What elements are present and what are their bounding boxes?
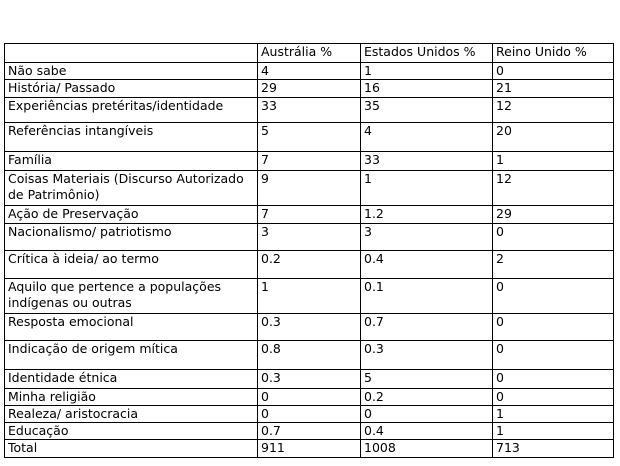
cell-australia: 0.8 [258, 341, 361, 370]
cell-united-states: 0.4 [361, 423, 493, 440]
cell-united-states-total: 1008 [361, 440, 493, 458]
table-row [5, 279, 614, 314]
cell-united-states: 3 [361, 224, 493, 251]
cell-united-states: 5 [361, 370, 493, 389]
table-row [5, 251, 614, 279]
cell-australia: 0.3 [258, 370, 361, 389]
header-cell-united-kingdom: Reino Unido % [493, 44, 614, 63]
cell-united-kingdom: 20 [493, 123, 614, 152]
row-label: Crítica à ideia/ ao termo [5, 251, 258, 279]
cell-australia: 3 [258, 224, 361, 251]
cell-australia: 0.2 [258, 251, 361, 279]
cell-australia: 29 [258, 80, 361, 98]
table-row [5, 423, 614, 440]
row-label: Ação de Preservação [5, 206, 258, 224]
cell-united-kingdom: 29 [493, 206, 614, 224]
cell-australia: 33 [258, 98, 361, 123]
cell-united-states: 1 [361, 171, 493, 206]
cell-united-kingdom: 0 [493, 63, 614, 80]
cell-australia: 7 [258, 152, 361, 171]
cell-australia: 0 [258, 406, 361, 423]
row-label: Nacionalismo/ patriotismo [5, 224, 258, 251]
cell-australia: 0 [258, 389, 361, 406]
cell-australia-total: 911 [258, 440, 361, 458]
header-cell-category [5, 44, 258, 63]
cell-united-kingdom: 0 [493, 389, 614, 406]
cell-united-states: 16 [361, 80, 493, 98]
table-row [5, 80, 614, 98]
cell-united-kingdom: 1 [493, 406, 614, 423]
table-row [5, 98, 614, 123]
cell-australia: 0.3 [258, 314, 361, 341]
heritage-responses-table [4, 43, 614, 458]
table-row [5, 224, 614, 251]
table-row [5, 206, 614, 224]
cell-united-states: 35 [361, 98, 493, 123]
cell-united-kingdom: 2 [493, 251, 614, 279]
table-row [5, 406, 614, 423]
cell-united-states: 0.3 [361, 341, 493, 370]
row-label: Referências intangíveis [5, 123, 258, 152]
header-cell-united-states: Estados Unidos % [361, 44, 493, 63]
cell-united-states: 4 [361, 123, 493, 152]
cell-united-states: 1 [361, 63, 493, 80]
table-row [5, 389, 614, 406]
table-row [5, 370, 614, 389]
cell-united-states: 0.2 [361, 389, 493, 406]
cell-united-kingdom: 0 [493, 279, 614, 314]
row-label-total: Total [5, 440, 258, 458]
cell-united-kingdom: 12 [493, 98, 614, 123]
cell-united-kingdom: 0 [493, 370, 614, 389]
cell-united-states: 1.2 [361, 206, 493, 224]
cell-united-kingdom: 1 [493, 152, 614, 171]
row-label: Coisas Materiais (Discurso Autorizado de Patrimônio) [5, 171, 258, 206]
cell-united-states: 0.4 [361, 251, 493, 279]
row-label: Experiências pretéritas/identidade [5, 98, 258, 123]
cell-australia: 7 [258, 206, 361, 224]
cell-australia: 0.7 [258, 423, 361, 440]
cell-united-states: 0 [361, 406, 493, 423]
row-label: Indicação de origem mítica [5, 341, 258, 370]
row-label: Aquilo que pertence a populações indígenas ou outras [5, 279, 258, 314]
cell-australia: 1 [258, 279, 361, 314]
cell-united-kingdom: 1 [493, 423, 614, 440]
cell-australia: 5 [258, 123, 361, 152]
table-row [5, 341, 614, 370]
row-label: Família [5, 152, 258, 171]
cell-united-kingdom: 0 [493, 341, 614, 370]
table-header-row [5, 44, 614, 63]
cell-australia: 9 [258, 171, 361, 206]
cell-united-states: 0.7 [361, 314, 493, 341]
cell-united-kingdom: 12 [493, 171, 614, 206]
header-cell-australia: Austrália % [258, 44, 361, 63]
table-row [5, 171, 614, 206]
cell-united-kingdom: 0 [493, 314, 614, 341]
table-row [5, 314, 614, 341]
cell-united-kingdom-total: 713 [493, 440, 614, 458]
table-row-total [5, 440, 614, 458]
row-label: Realeza/ aristocracia [5, 406, 258, 423]
cell-united-kingdom: 21 [493, 80, 614, 98]
table-row [5, 152, 614, 171]
row-label: Identidade étnica [5, 370, 258, 389]
row-label: Minha religião [5, 389, 258, 406]
cell-united-states: 0.1 [361, 279, 493, 314]
table-row [5, 123, 614, 152]
row-label: Educação [5, 423, 258, 440]
cell-australia: 4 [258, 63, 361, 80]
row-label: Não sabe [5, 63, 258, 80]
row-label: Resposta emocional [5, 314, 258, 341]
cell-united-kingdom: 0 [493, 224, 614, 251]
cell-united-states: 33 [361, 152, 493, 171]
table-row [5, 63, 614, 80]
row-label: História/ Passado [5, 80, 258, 98]
